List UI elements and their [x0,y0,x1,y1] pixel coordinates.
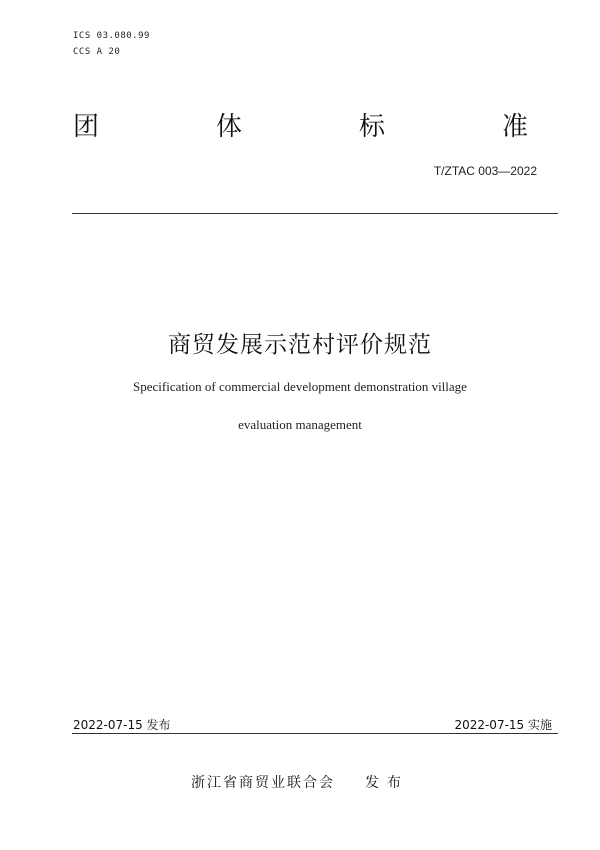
ccs-code: CCS A 20 [73,47,121,57]
top-divider [72,213,558,214]
standard-type-char: 体 [215,112,242,142]
standard-number: T/ZTAC 003—2022 [433,164,537,178]
publisher-action: 发布 [365,775,409,791]
bottom-divider [72,733,558,734]
standard-type-char: 团 [73,112,100,142]
standard-type-heading [73,110,528,144]
document-title-en-line2: evaluation management [238,417,362,432]
publisher-organization: 浙江省商贸业联合会 [191,775,335,791]
ics-code: ICS 03.080.99 [73,31,150,41]
standard-type-char: 标 [358,112,385,142]
classification-codes [73,28,150,60]
implement-date: 2022-07-15 实施 [454,718,552,732]
document-title-en-line1: Specification of commercial development demonstration village [133,379,467,394]
publish-date: 2022-07-15 发布 [73,718,171,732]
document-title-cn: 商贸发展示范村评价规范 [168,332,432,358]
publisher-line [0,772,600,792]
standard-type-char: 准 [501,112,528,142]
